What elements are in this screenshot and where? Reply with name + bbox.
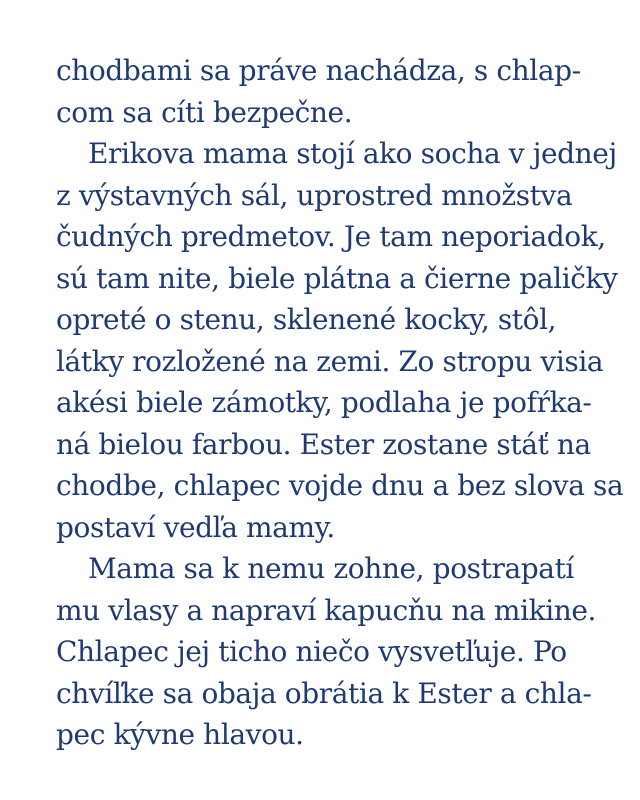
text-line: Chlapec jej ticho niečo vysvetľuje. Po (56, 635, 567, 668)
paragraph-1 (56, 50, 616, 133)
text-line: pec kývne hlavou. (56, 718, 304, 751)
text-line: mu vlasy a napraví kapucňu na mikine. (56, 593, 597, 627)
text-line: akési biele zámotky, podlaha je pofŕka- (56, 386, 592, 419)
text-line: chodbami sa práve nachádza, s chlap- (56, 54, 581, 87)
text-line: chodbe, chlapec vojde dnu a bez slova sa (56, 469, 624, 502)
text-line: postaví vedľa mamy. (56, 510, 335, 544)
text-line: sú tam nite, biele plátna a čierne paličky (56, 261, 618, 295)
text-line: Erikova mama stojí ako socha v jednej (88, 137, 617, 170)
text-line: z výstavných sál, uprostred množstva (56, 178, 573, 212)
text-line: látky rozložené na zemi. Zo stropu visia (56, 344, 604, 378)
body-text (56, 50, 624, 756)
text-line: Mama sa k nemu zohne, postrapatí (88, 552, 574, 585)
text-line: čudných predmetov. Je tam neporiadok, (56, 220, 606, 253)
paragraph-2 (56, 133, 624, 548)
text-line: chvíľke sa obaja obrátia k Ester a chla- (56, 676, 592, 710)
text-line: opreté o stenu, sklenené kocky, stôl, (56, 303, 557, 336)
text-line: ná bielou farbou. Ester zostane stáť na (56, 427, 591, 461)
text-line: com sa cíti bezpečne. (56, 95, 353, 129)
paragraph-3 (56, 548, 616, 756)
